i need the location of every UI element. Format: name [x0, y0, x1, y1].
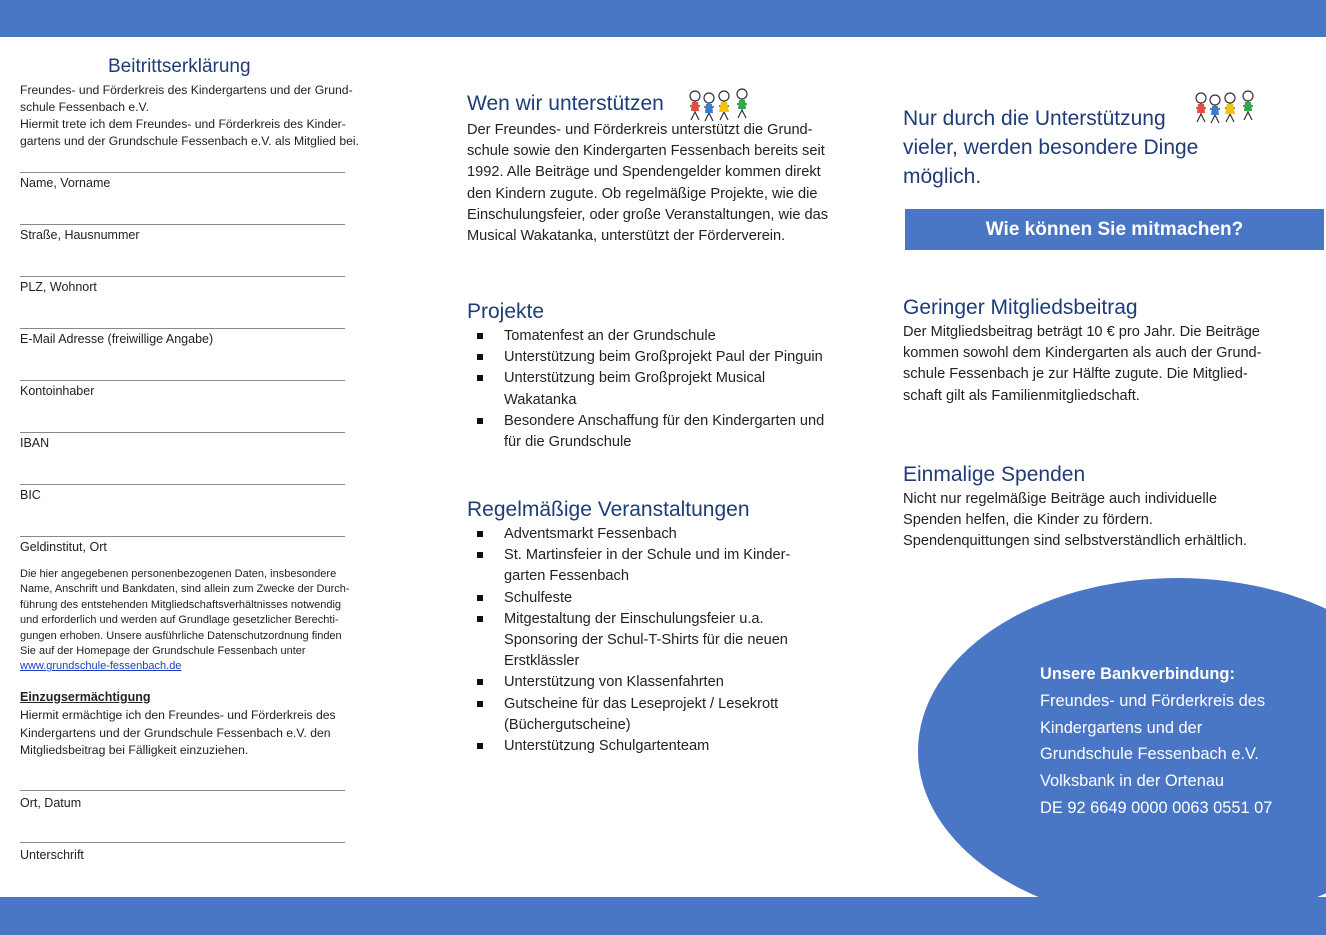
children-clipart-icon — [687, 88, 753, 124]
donation-section — [903, 463, 1313, 553]
events-section — [467, 498, 867, 757]
donation-text: Nicht nur regelmäßige Beiträge auch individuelle Spenden helfen, die Kinder zu fördern. Spendenquittungen sind selbstverständlich erhältlich. — [903, 491, 1247, 550]
list-item: Adventsmarkt Fessenbach — [467, 524, 867, 545]
support-text: Der Freundes- und Förderkreis unterstützt die Grund- schule sowie den Kindergarten Fessenbach bereits seit 1992. Alle Beiträge und Spendengelder kommen direkt den Kindern zugute. Ob regelmäßige Projekte, wie die Einschulungsfeier, oder große Veranstaltungen, wie das Musical Wakatanka, unterstützt der Förderverein. — [467, 122, 829, 245]
callout-text: Nur durch die Unterstützung vieler, werden besondere Dinge möglich. — [903, 107, 1199, 188]
events-heading: Regelmäßige Veranstaltungen — [467, 498, 750, 521]
donation-heading: Einmalige Spenden — [903, 463, 1086, 486]
list-item: Gutscheine für das Leseprojekt / Lesekrott (Büchergutscheine) — [467, 694, 867, 736]
children-clipart-icon — [1193, 90, 1259, 126]
list-item: Unterstützung Schulgartenteam — [467, 736, 867, 757]
list-item: Tomatenfest an der Grundschule — [467, 326, 867, 347]
mandate-heading: Einzugsermächtigung — [20, 690, 151, 704]
projects-section — [467, 300, 867, 453]
projects-list — [467, 326, 867, 453]
bank-details: Unsere Bankverbindung: Freundes- und Förderkreis des Kindergartens und der Grundschule Fessenbach e.V. Volksbank in der Ortenau DE 92 6649 0000 0063 0551 07 — [1040, 661, 1320, 822]
list-item: Besondere Anschaffung für den Kindergarten und für die Grundschule — [467, 411, 867, 453]
list-item: Mitgestaltung der Einschulungsfeier u.a. Sponsoring der Schul-T-Shirts für die neuen Erstklässler — [467, 609, 867, 673]
field-signature[interactable]: Unterschrift — [20, 842, 345, 862]
top-band — [0, 0, 1326, 37]
iban-text: DE 92 6649 0000 0063 0551 07 — [1040, 798, 1273, 817]
field-iban[interactable]: IBAN — [20, 432, 380, 484]
support-heading: Wen wir unterstützen — [467, 92, 664, 115]
field-street[interactable]: Straße, Hausnummer — [20, 224, 380, 276]
list-item: St. Martinsfeier in der Schule und im Kinder- garten Fessenbach — [467, 545, 867, 587]
field-place-date[interactable]: Ort, Datum — [20, 790, 345, 810]
bank-heading: Unsere Bankverbindung: — [1040, 665, 1235, 683]
field-name[interactable]: Name, Vorname — [20, 172, 380, 224]
field-bank-city[interactable]: Geldinstitut, Ort — [20, 536, 380, 588]
form-title: Beitrittserklärung — [108, 56, 251, 77]
list-item: Schulfeste — [467, 588, 867, 609]
privacy-link[interactable]: www.grundschule-fessenbach.de — [20, 660, 182, 673]
list-item: Unterstützung von Klassenfahrten — [467, 672, 867, 693]
list-item: Unterstützung beim Großprojekt Musical Wakatanka — [467, 368, 867, 410]
fee-heading: Geringer Mitgliedsbeitrag — [903, 296, 1138, 319]
field-zip-city[interactable]: PLZ, Wohnort — [20, 276, 380, 328]
field-email[interactable]: E-Mail Adresse (freiwillige Angabe) — [20, 328, 380, 380]
mandate-text: Hiermit ermächtige ich den Freundes- und Förderkreis des Kindergartens und der Grundschule Fessenbach e.V. den Mitgliedsbeitrag bei Fälligkeit einzuziehen. — [20, 708, 336, 757]
form-intro: Freundes- und Förderkreis des Kindergartens und der Grund- schule Fessenbach e.V. Hiermit trete ich dem Freundes- und Förderkreis des Kinder- gartens und der Grundschule Fessenbach e.V. als Mitglied bei. — [20, 83, 359, 148]
projects-heading: Projekte — [467, 300, 545, 323]
fee-text: Der Mitgliedsbeitrag beträgt 10 € pro Jahr. Die Beiträge kommen sowohl dem Kindergarten als auch der Grund- schule Fessenbach je zur Hälfte zugute. Die Mitglied- schaft gilt als Familienmitgliedschaft. — [903, 324, 1262, 404]
support-section — [467, 92, 867, 247]
events-list — [467, 524, 867, 757]
list-item: Unterstützung beim Großprojekt Paul der Pinguin — [467, 347, 867, 368]
form-fields — [20, 172, 380, 588]
fee-section — [903, 296, 1313, 407]
privacy-notice: Die hier angegebenen personenbezogenen Daten, insbesondere Name, Anschrift und Bankdaten, sind allein zum Zwecke der Durch- führung des entstehenden Mitgliedschaftsverhältnisses notwendig und erforderlich und werden auf Grundlage gesetzlicher Berechti- gungen erhoben. Unsere ausführliche Datenschutzordnung finden Sie auf der Homepage der Grundschule Fessenbach unter www.grundschule-fessenbach.de — [20, 568, 350, 673]
cta-banner: Wie können Sie mitmachen? — [905, 209, 1324, 250]
field-account-holder[interactable]: Kontoinhaber — [20, 380, 380, 432]
membership-form — [20, 56, 380, 588]
field-bic[interactable]: BIC — [20, 484, 380, 536]
